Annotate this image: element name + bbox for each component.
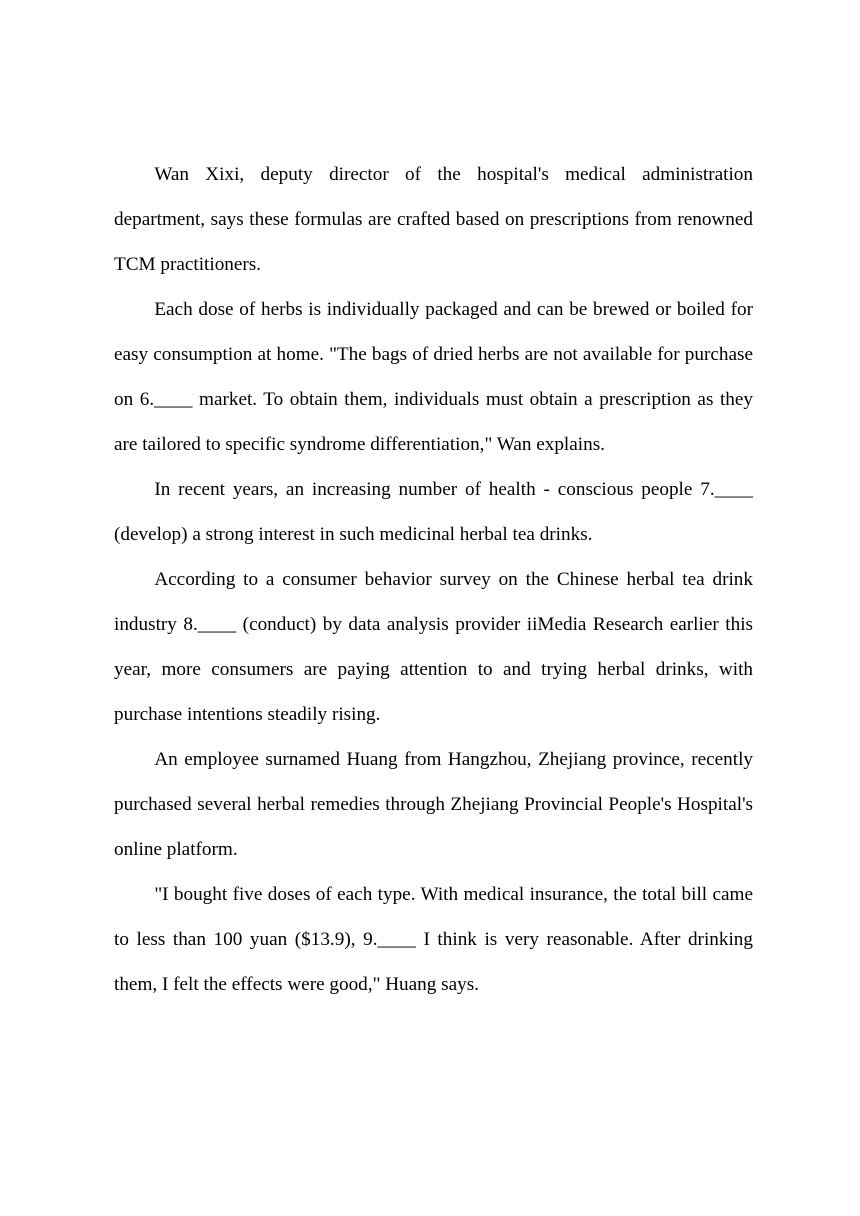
paragraph-1: Wan Xixi, deputy director of the hospital's medical administration department, says these formulas are crafted based on prescriptions from renowned TCM practitioners.	[114, 164, 753, 275]
paragraph-5: An employee surnamed Huang from Hangzhou, Zhejiang province, recently purchased several herbal remedies through Zhejiang Provincial People's Hospital's online platform.	[114, 749, 753, 860]
paragraph-2: Each dose of herbs is individually packaged and can be brewed or boiled for easy consumption at home. "The bags of dried herbs are not available for purchase on 6.____ market. To obtain them, individuals must obtain a prescription as they are tailored to specific syndrome differentiation," Wan explains.	[114, 299, 753, 455]
paragraph-6: "I bought five doses of each type. With medical insurance, the total bill came to less than 100 yuan ($13.9), 9.____ I think is very reasonable. After drinking them, I felt the effects were good," Huang says.	[114, 884, 753, 995]
paragraph-4: According to a consumer behavior survey on the Chinese herbal tea drink industry 8.____ (conduct) by data analysis provider iiMedia Research earlier this year, more consumers are paying attention to and trying herbal drinks, with purchase intentions steadily rising.	[114, 569, 753, 725]
paragraph-3: In recent years, an increasing number of health - conscious people 7.____ (develop) a strong interest in such medicinal herbal tea drinks.	[114, 479, 753, 545]
document-body	[114, 152, 753, 1007]
